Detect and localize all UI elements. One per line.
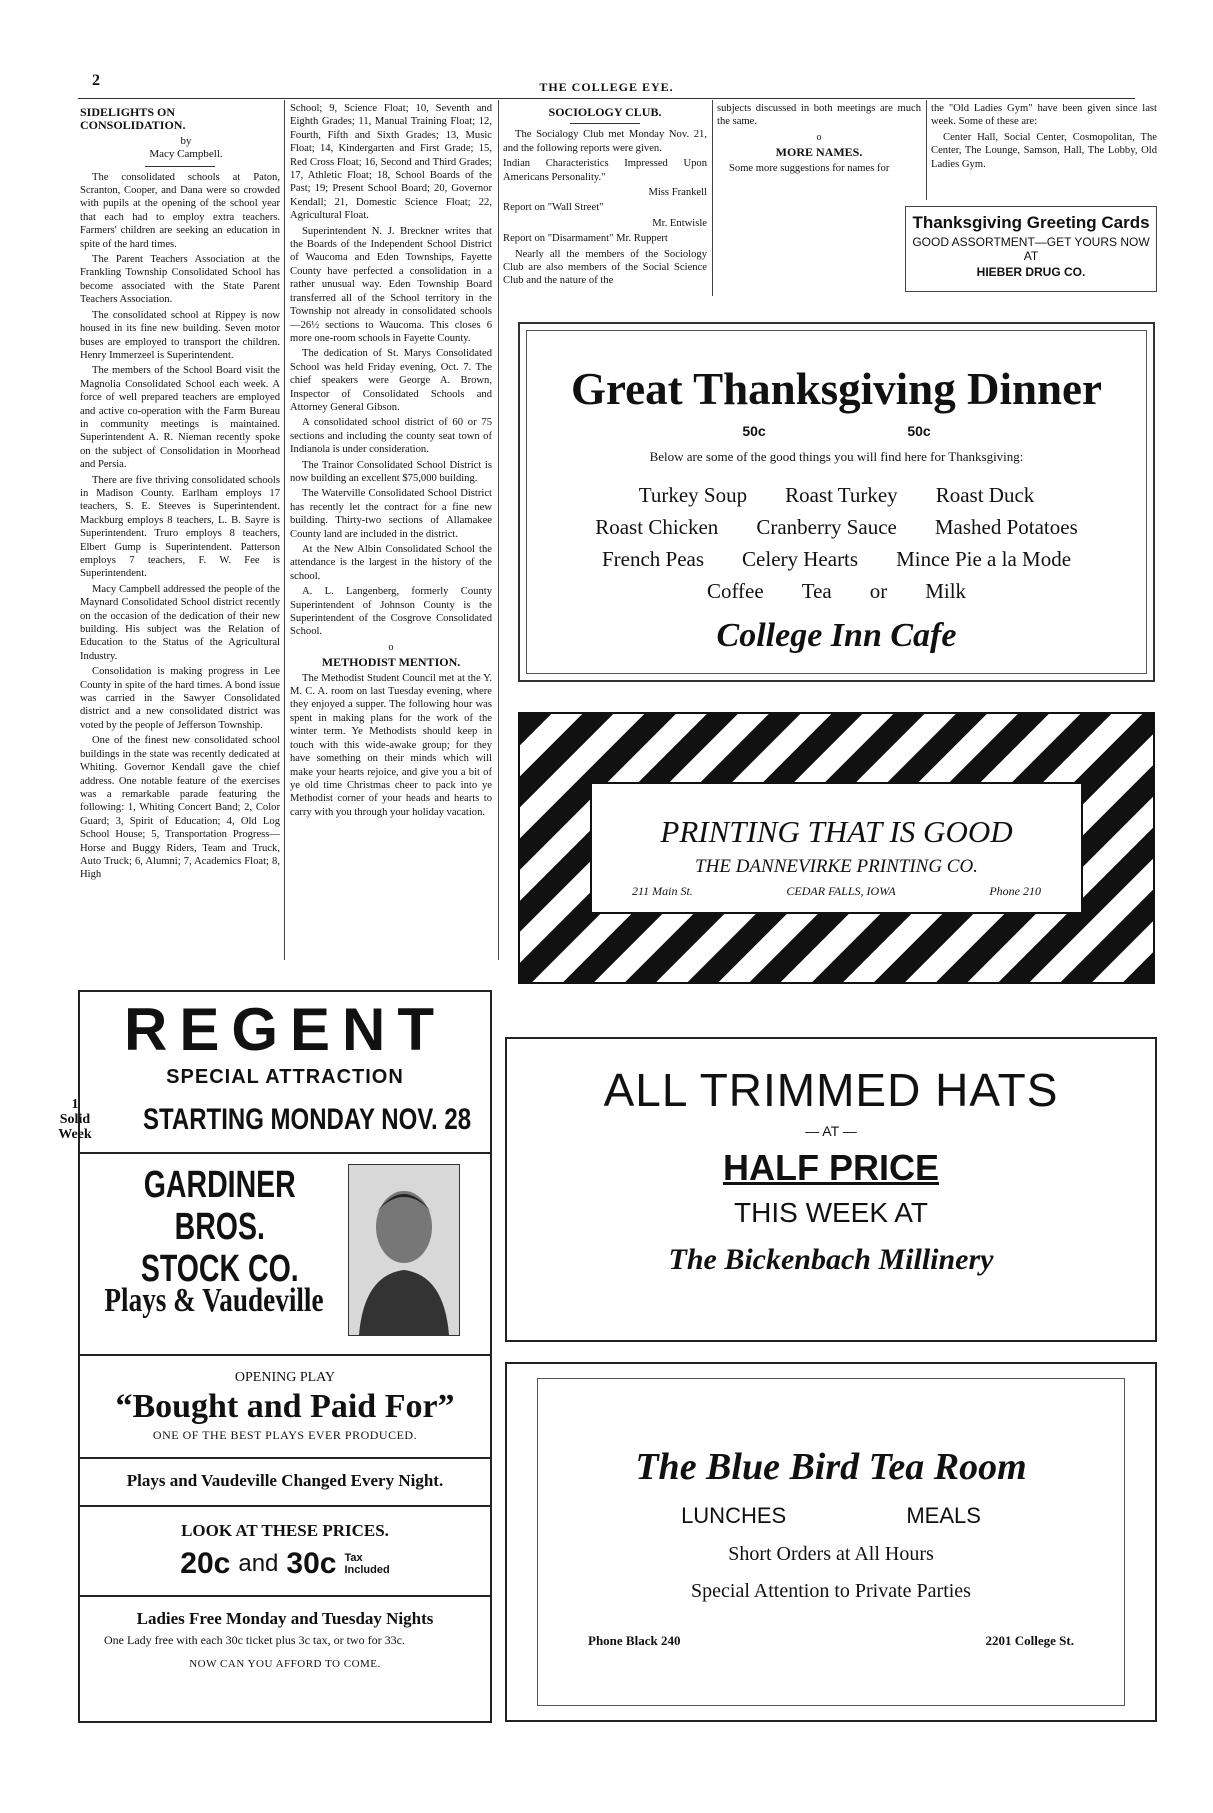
column-rule xyxy=(712,100,713,296)
paragraph: A. L. Langenberg, formerly County Superintendent of Johnson County is the Superintendent of the Cosgrove Consolidated School. xyxy=(290,586,492,638)
phone: Phone Black 240 xyxy=(588,1633,681,1648)
greeting-cards-ad xyxy=(905,206,1157,292)
paragraph: the "Old Ladies Gym" have been given since last week. Some of these are: xyxy=(931,103,1157,128)
menu xyxy=(527,479,1146,607)
address: 2201 College St. xyxy=(985,1633,1074,1648)
cafe-name: College Inn Cafe xyxy=(716,617,957,654)
offer: MEALS xyxy=(906,1503,981,1528)
tax-note xyxy=(344,1552,389,1576)
duration xyxy=(58,1097,91,1142)
price: 50c xyxy=(907,423,931,439)
column-rule xyxy=(926,100,927,200)
company-line: GARDINER BROS. xyxy=(143,1164,296,1248)
regent-theatre-ad xyxy=(58,990,492,1723)
ad-headline: PRINTING THAT IS GOOD xyxy=(660,814,1013,849)
menu-item: Milk xyxy=(925,579,967,603)
ad-headline: ALL TRIMMED HATS xyxy=(603,1064,1059,1116)
plays-vaudeville: Plays & Vaudeville xyxy=(104,1282,324,1319)
paragraph: One of the finest new consolidated school buildings in the state was recently dedicated at Whiting. Governor Kendall gave the chief address. One notable feature of the exercises was a remarkable parade featuring the following: 1, Whiting Concert Band; 2, Color Guard; 3, Spirit of Education; 4, Old Log School House; 5, Transportation Progress—Horse and Buggy Riders, Team and Truck, Auto Truck; 6, Alumni; 7, Academics Float; 8, High xyxy=(80,735,280,881)
company-block xyxy=(80,1154,490,1344)
paragraph: Center Hall, Social Center, Cosmopolitan, The Center, The Lounge, Samson, Hall, The Lobby, Old Ladies Gym. xyxy=(931,131,1157,170)
menu-row xyxy=(527,575,1146,607)
ad-line: Short Orders at All Hours xyxy=(728,1543,934,1565)
ad-title: Great Thanksgiving Dinner xyxy=(571,364,1102,414)
phone: Phone 210 xyxy=(989,884,1041,898)
article-continued xyxy=(290,102,492,821)
ad-line: GOOD ASSORTMENT—GET YOURS NOW AT xyxy=(912,235,1150,263)
paragraph: The consolidated schools at Paton, Scranton, Cooper, and Dana were so crowded with pupils at the opening of the school year that each had to employ extra teachers. Farmers' children are seeking an education in spite of the hard times. xyxy=(80,171,280,250)
address: 211 Main St. xyxy=(632,884,693,898)
author: Macy Campbell. xyxy=(149,148,223,161)
paragraph: The dedication of St. Marys Consolidated School was held Friday evening, Oct. 7. The chief speakers were George A. Brown, Inspector of Consolidated Schools and Attorney General Gibson. xyxy=(290,348,492,413)
paragraph: The Trainor Consolidated School District is now building an excellent $75,000 building. xyxy=(290,459,492,484)
ad-title: Thanksgiving Greeting Cards xyxy=(912,213,1150,232)
menu-item: Roast Turkey xyxy=(785,483,898,507)
menu-row xyxy=(527,511,1146,543)
city: CEDAR FALLS, IOWA xyxy=(786,884,896,898)
store-name: The Bickenbach Millinery xyxy=(668,1243,994,1276)
paragraph: There are five thriving consolidated schools in Madison County. Earlham employs 17 teachers, S. E. Steeves is Superintendent. Mackburg employs 8 teachers, L. B. Sayre is Superintendent. Truro employs 8 teachers, Elbert Gump is Superintendent. Patterson employs 7 teachers, F. W. Fee is Superintendent. xyxy=(80,474,280,580)
paragraph: Macy Campbell addressed the people of the Maynard Consolidated School district recently on the occasion of the dedication of their new building. His subject was the Relation of Education to the Status of the Agricultural Industry. xyxy=(80,583,280,662)
menu-row xyxy=(527,479,1146,511)
menu-item: or xyxy=(869,579,888,603)
article-more-names xyxy=(717,102,921,177)
actor-photo xyxy=(348,1164,460,1336)
hats-ad xyxy=(505,1037,1157,1342)
ad-line: — AT — xyxy=(805,1123,857,1139)
price: 30c xyxy=(286,1547,337,1580)
paragraph: The Waterville Consolidated School District has recently let the contract for a fine new building. Thirty-two sections of Allamakee County land are included in the district. xyxy=(290,488,492,540)
free-offer: One Lady free with each 30c ticket plus 3c tax, or two for 33c. xyxy=(104,1633,405,1647)
divider xyxy=(80,1354,490,1356)
offer-row xyxy=(621,1503,1041,1529)
paragraph: The members of the School Board visit the Magnolia Consolidated School each week. A force of well prepared teachers are employed and active co-operation with the Farm Bureau in community meetings is maintained. Superintendent A. R. Nieman recently spoke on the subject of Consolidation in Moorhead and Persia. xyxy=(80,365,280,471)
report: Indian Characteristics Impressed Upon Americans Personality." xyxy=(503,158,707,183)
header-rule xyxy=(78,98,1135,99)
paragraph: Nearly all the members of the Sociology Club are also members of the Social Science Club and the nature of the xyxy=(503,248,707,287)
tax-line: Tax xyxy=(344,1552,363,1564)
page-number: 2 xyxy=(92,72,100,89)
closing-line: NOW CAN YOU AFFORD TO COME. xyxy=(189,1658,381,1670)
ad-line: Special Attention to Private Parties xyxy=(691,1580,971,1602)
paragraph: School; 9, Science Float; 10, Seventh and Eighth Grades; 11, Manual Training Float; 12, Fourth, Fifth and Sixth Grades; 13, Music Float; 14, Kindergarten and First Grade; 15, Red Cross Float; 16, Second and Third Grades; 17, Athletic Float; 18, School Boards of the Past; 19; Present School Board; 20, Governor Kendall; 21, Domestic Science Float; 22, Agricultural Float. xyxy=(290,103,492,222)
special-attraction: SPECIAL ATTRACTION xyxy=(166,1066,404,1088)
article-title: MORE NAMES. xyxy=(775,145,863,160)
paragraph: The Methodist Student Council met at the Y. M. C. A. room on last Tuesday evening, where they enjoyed a supper. The following hour was spent in making plans for the work of the winter term. Ye Methodists should keep in touch with this wide-awake group; for they have something on their minds which will make your hearts rejoice, and give you a bit of ye old time Christmas cheer to pack into ye Methodist corner of your heads and hearts to carry with you through your holiday vacation. xyxy=(290,672,492,818)
price-row xyxy=(80,1547,490,1581)
duration-top: 1 Solid xyxy=(59,1097,91,1127)
menu-item: Mashed Potatoes xyxy=(934,515,1078,539)
article-title: SOCIOLOGY CLUB. xyxy=(548,105,662,119)
menu-item: Turkey Soup xyxy=(638,483,748,507)
menu-item: Roast Chicken xyxy=(595,515,719,539)
report: Report on "Disarmament" Mr. Ruppert xyxy=(503,233,668,245)
report: Report on "Wall Street" xyxy=(503,202,604,214)
contact-row xyxy=(538,1633,1124,1649)
menu-item: Coffee xyxy=(706,579,764,603)
tea-room-name: The Blue Bird Tea Room xyxy=(635,1446,1027,1488)
ad-line: HIEBER DRUG CO. xyxy=(976,265,1086,279)
paragraph: Some more suggestions for names for xyxy=(729,162,890,174)
menu-item: Cranberry Sauce xyxy=(756,515,897,539)
company-line: STOCK CO. xyxy=(140,1248,299,1290)
and-text: and xyxy=(238,1550,279,1577)
menu-item: Tea xyxy=(801,579,832,603)
article-sidelights xyxy=(80,104,280,884)
play-title: “Bought and Paid For” xyxy=(115,1388,455,1425)
ad-offer: HALF PRICE xyxy=(723,1147,939,1188)
article-sociology xyxy=(503,104,707,290)
divider: o xyxy=(388,641,394,653)
article-more-names-cont xyxy=(931,102,1157,173)
ad-card xyxy=(590,782,1083,914)
starting-row xyxy=(58,1097,490,1142)
price-row xyxy=(672,423,1002,439)
paragraph: The consolidated school at Rippey is now housed in its fine new building. Seven motor buses are employed to transport the children. Henry Immerzeel is Superintendent. xyxy=(80,309,280,361)
offer: LUNCHES xyxy=(681,1503,787,1528)
address-row xyxy=(592,878,1081,899)
column-rule xyxy=(284,100,285,960)
start-date: STARTING MONDAY NOV. 28 xyxy=(142,1102,471,1136)
paragraph: The Parent Teachers Association at the Frankling Township Consolidated School has become associated with the State Parent Teachers Association. xyxy=(80,254,280,306)
paragraph: The Socialogy Club met Monday Nov. 21, and the following reports were given. xyxy=(503,129,707,154)
menu-item: French Peas xyxy=(601,547,705,571)
ladies-free: Ladies Free Monday and Tuesday Nights xyxy=(80,1595,490,1629)
article-title: SIDELIGHTS ON CONSOLIDATION. xyxy=(80,105,186,133)
paragraph: A consolidated school district of 60 or 75 sections and including the county seat town of Indianola is under consideration. xyxy=(290,417,492,456)
divider xyxy=(145,166,215,167)
theatre-name: REGENT xyxy=(123,996,447,1063)
tea-room-ad xyxy=(505,1362,1157,1722)
company-name: THE DANNEVIRKE PRINTING CO. xyxy=(695,856,978,877)
printing-ad xyxy=(518,712,1155,984)
newspaper-name: THE COLLEGE EYE. xyxy=(539,80,674,94)
price: 50c xyxy=(742,423,766,439)
ad-inner-border xyxy=(537,1378,1125,1706)
divider: o xyxy=(816,131,822,143)
menu-item: Celery Hearts xyxy=(742,547,859,571)
price: 20c xyxy=(180,1547,231,1580)
tax-line: Included xyxy=(344,1564,390,1576)
reporter: Mr. Entwisle xyxy=(652,217,707,229)
company-name xyxy=(96,1164,344,1290)
portrait-image xyxy=(349,1165,459,1335)
paragraph: At the New Albin Consolidated School the attendance is the largest in the history of the school. xyxy=(290,544,492,582)
play-tagline: ONE OF THE BEST PLAYS EVER PRODUCED. xyxy=(152,1428,418,1442)
ad-line: THIS WEEK AT xyxy=(734,1197,928,1228)
byline: by xyxy=(180,134,192,147)
paragraph: Consolidation is making progress in Lee County in spite of the hard times. A bond issue was carried in the Sawyer Consolidated district and a new consolidated district was voted by the people of Jefferson Township. xyxy=(80,666,280,731)
ad-intro: Below are some of the good things you will find here for Thanksgiving: xyxy=(649,449,1024,464)
menu-item: Roast Duck xyxy=(935,483,1035,507)
duration-bottom: Week xyxy=(58,1127,92,1142)
opening-play-label: OPENING PLAY xyxy=(234,1370,336,1385)
menu-item: Mince Pie a la Mode xyxy=(896,547,1072,571)
article-title: METHODIST MENTION. xyxy=(321,655,461,670)
ad-inner-border xyxy=(526,330,1147,674)
paragraph: subjects discussed in both meetings are much the same. xyxy=(717,103,921,128)
divider xyxy=(570,123,640,124)
column-rule xyxy=(498,100,499,960)
changed-nightly: Plays and Vaudeville Changed Every Night. xyxy=(80,1457,490,1491)
reporter: Miss Frankell xyxy=(648,187,707,199)
paragraph: Superintendent N. J. Breckner writes that the Boards of the Independent School District of Waucoma and Eden Townships, Fayette County have perfected a consolidation in a rather unusual way. Eden Township Board transferred all of the School territory in the Township not already in consolidated schools—26½ sections to Waucoma. This closes 6 more one-room schools in Fayette County. xyxy=(290,225,492,344)
thanksgiving-dinner-ad xyxy=(518,322,1155,682)
prices-heading: LOOK AT THESE PRICES. xyxy=(80,1505,490,1541)
menu-row xyxy=(527,543,1146,575)
